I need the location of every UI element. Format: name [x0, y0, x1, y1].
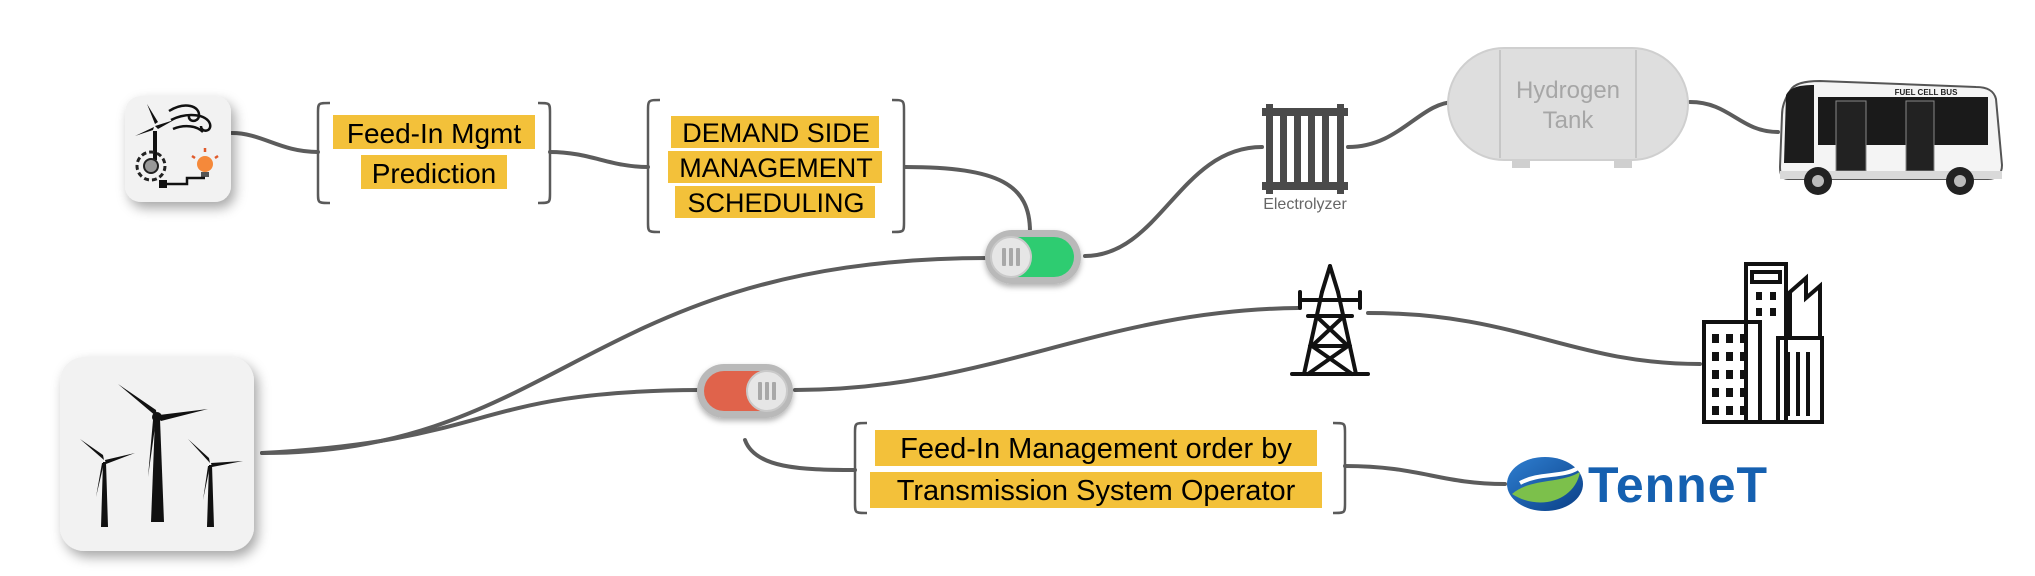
- dsm-box: [648, 100, 904, 232]
- hydrogen-tank-line-2: Tank: [1542, 107, 1594, 134]
- dsm-line-1: DEMAND SIDE: [682, 118, 870, 148]
- wire-prediction-to-dsm: [550, 152, 648, 167]
- electrolyzer-icon: [1262, 104, 1348, 194]
- wire-tso-to-tennet: [1345, 466, 1505, 484]
- hydrogen-path-toggle[interactable]: [985, 230, 1081, 284]
- electrolyzer-label: Electrolyzer: [1263, 196, 1347, 213]
- hydrogen-tank-icon: [1448, 48, 1688, 168]
- wire-electrolyzer-to-tank: [1348, 102, 1455, 147]
- tennet-logo-icon: [1507, 457, 1768, 513]
- tso-order-line-1: Feed-In Management order by: [900, 433, 1292, 465]
- transmission-tower-icon: [1292, 266, 1368, 374]
- grid-path-toggle[interactable]: [697, 364, 793, 418]
- tennet-logo-text: TenneT: [1588, 457, 1769, 513]
- left-bracket: [855, 423, 867, 513]
- wire-tank-to-bus: [1690, 102, 1778, 132]
- tso-order-box: [855, 423, 1345, 513]
- wire-ai-to-prediction: [232, 133, 318, 152]
- wire-wind-to-lower-switch: [262, 390, 700, 453]
- wire-tower-to-city: [1368, 313, 1700, 364]
- bus-label: FUEL CELL BUS: [1894, 88, 1958, 97]
- feedin-prediction-line-1: Feed-In Mgmt: [346, 118, 522, 149]
- wire-dsm-to-switch: [905, 167, 1030, 232]
- wire-wind-to-upper-switch: [262, 258, 988, 453]
- hydrogen-tank-line-1: Hydrogen: [1515, 77, 1621, 104]
- wire-switch-to-tso: [745, 440, 855, 470]
- right-bracket: [892, 100, 904, 232]
- right-bracket: [538, 103, 550, 203]
- tso-order-line-2: Transmission System Operator: [896, 475, 1296, 507]
- wind-farm-icon: [60, 357, 254, 551]
- wire-switch-to-electrolyzer: [1085, 147, 1262, 256]
- left-bracket: [648, 100, 660, 232]
- wire-switch-to-tower: [795, 308, 1298, 390]
- dsm-line-3: SCHEDULING: [687, 188, 865, 218]
- dsm-line-2: MANAGEMENT: [679, 153, 873, 183]
- ai-weather-icon: [125, 96, 231, 202]
- left-bracket: [318, 103, 330, 203]
- feedin-prediction-box: [318, 103, 550, 203]
- feedin-prediction-line-2: Prediction: [371, 158, 497, 189]
- right-bracket: [1333, 423, 1345, 513]
- fuel-cell-bus-icon: [1780, 81, 2002, 195]
- city-buildings-icon: [1704, 264, 1822, 422]
